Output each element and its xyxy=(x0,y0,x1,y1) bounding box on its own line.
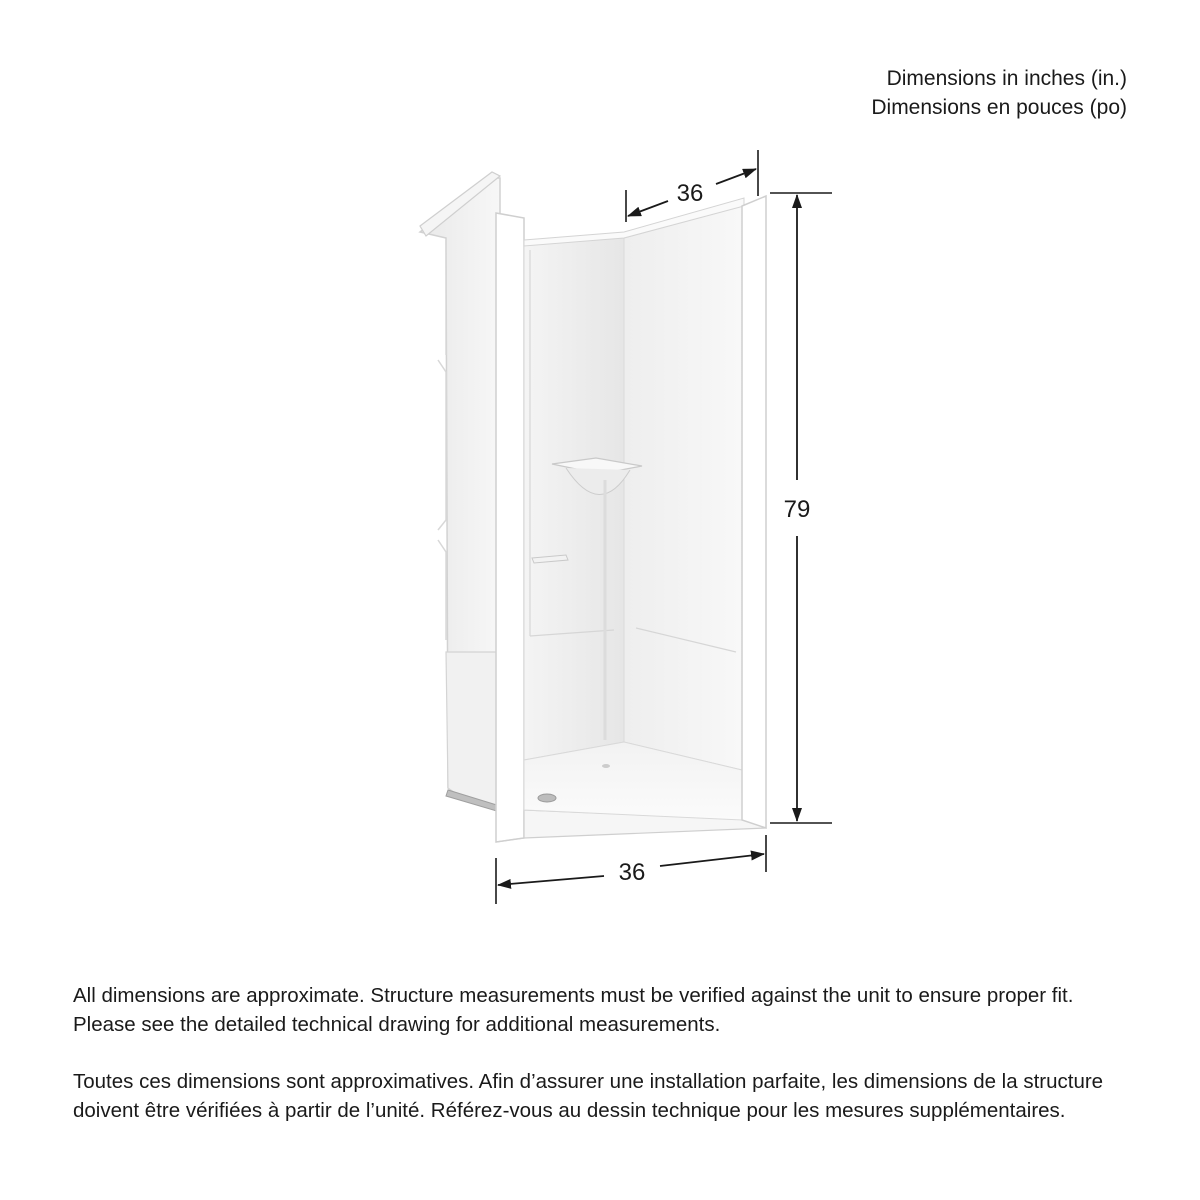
units-english: Dimensions in inches (in.) xyxy=(886,67,1127,90)
shower-unit xyxy=(420,172,766,842)
width-label: 36 xyxy=(618,859,646,886)
depth-label: 36 xyxy=(676,180,704,207)
width-arrow-right xyxy=(660,854,764,866)
floor-mark xyxy=(602,764,610,768)
base-skirt xyxy=(446,652,500,808)
width-dimension xyxy=(496,835,766,904)
depth-arrow-right xyxy=(716,169,756,184)
back-wall xyxy=(524,238,624,760)
height-label: 79 xyxy=(783,496,811,523)
disclaimer-notes xyxy=(73,981,1133,1153)
height-dimension xyxy=(770,193,832,823)
right-interior-wall xyxy=(624,206,742,770)
front-left-jamb xyxy=(496,213,524,842)
width-arrow-left xyxy=(498,876,604,885)
units-french: Dimensions en pouces (po) xyxy=(871,96,1127,119)
disclaimer-french: Toutes ces dimensions sont approximatives. Afin d’assurer une installation parfaite, les dimensions de la structure doivent être vérifiées à partir de l’unité. Référez-vous au dessin technique pour les mesures supplémentaires. xyxy=(73,1070,1104,1122)
shower-drain xyxy=(538,794,556,802)
disclaimer-english: All dimensions are approximate. Structure measurements must be verified against the unit to ensure proper fit. Please see the detailed technical drawing for additional measurements. xyxy=(73,984,1074,1036)
depth-arrow-left xyxy=(628,201,668,216)
front-right-jamb xyxy=(742,196,766,828)
